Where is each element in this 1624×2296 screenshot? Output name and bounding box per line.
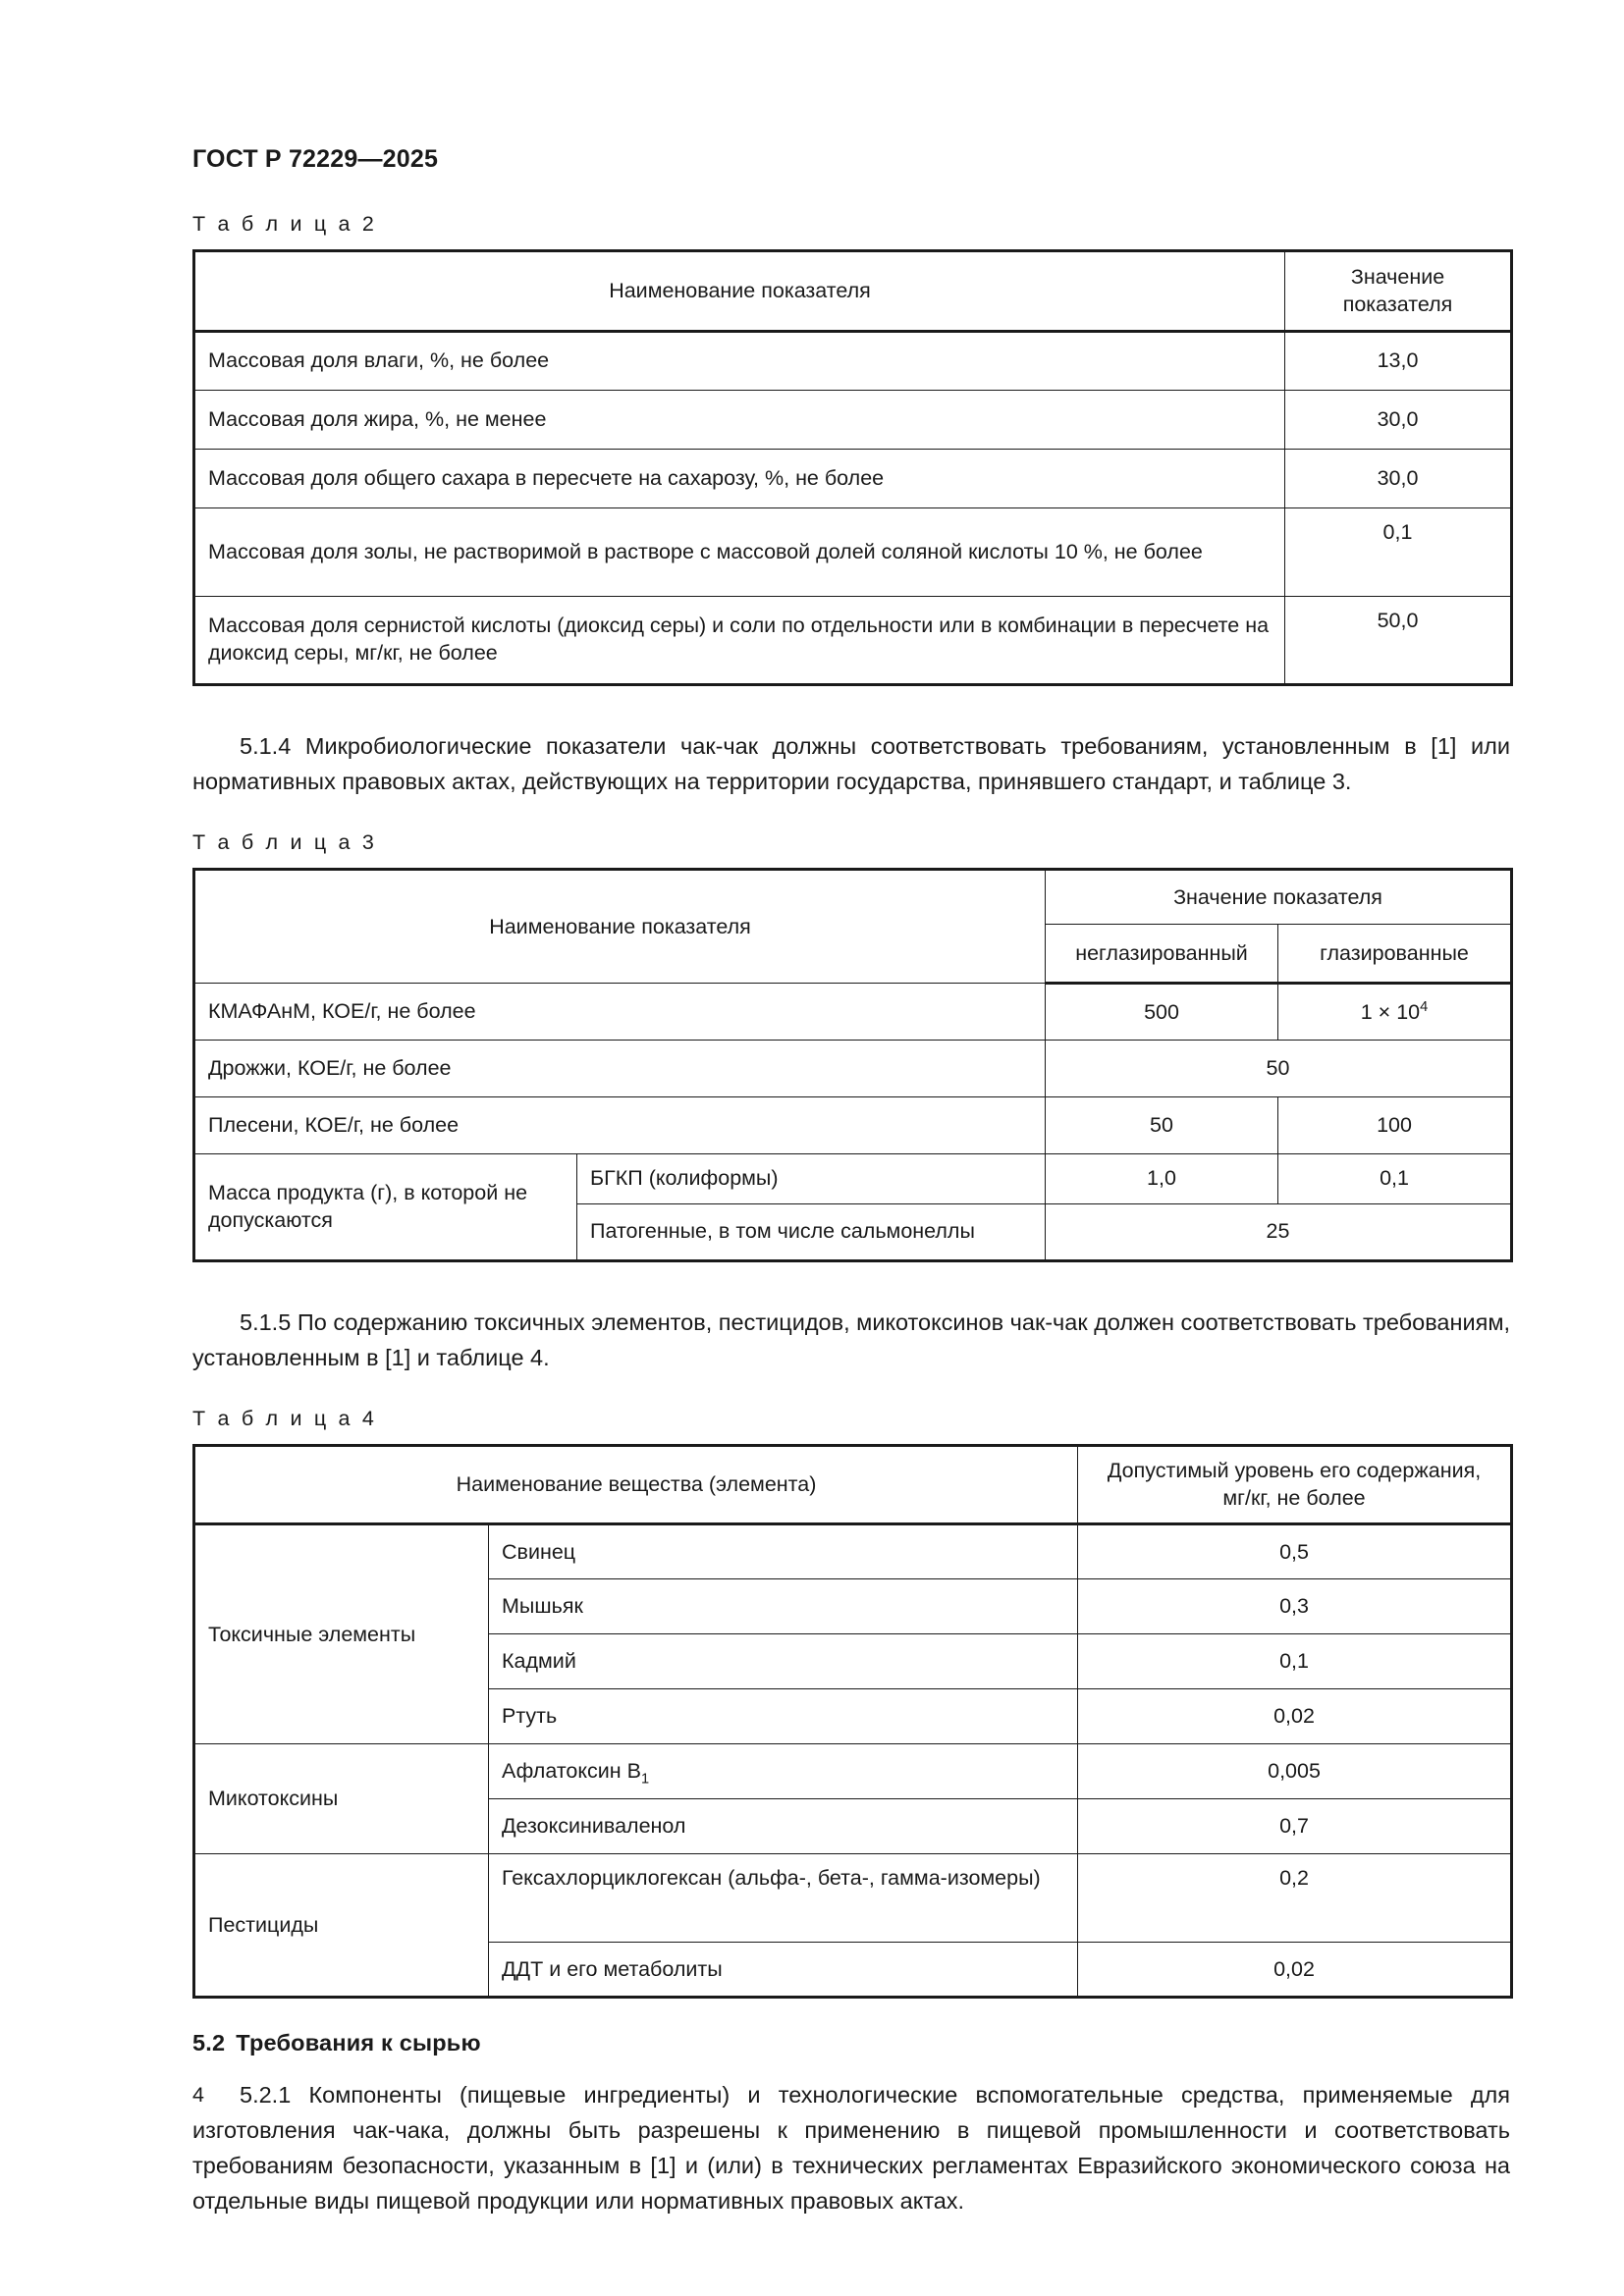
table-row: [194, 1041, 1512, 1097]
table3-row0-glazed: [1278, 984, 1512, 1041]
table4-header-row: [194, 1446, 1512, 1524]
table4-group1-item1-value: 0,7: [1078, 1799, 1512, 1854]
table4-header-level-line1: Допустимый уровень его содержания,: [1107, 1459, 1482, 1483]
table4-group0-item2-value: 0,1: [1078, 1634, 1512, 1689]
table3-caption: Т а б л и ц а 3: [192, 830, 378, 855]
table-row: [194, 597, 1512, 685]
table3-header-name: Наименование показателя: [194, 870, 1046, 984]
table-row: [194, 508, 1512, 597]
table4-group0-item0-name: Свинец: [489, 1524, 1078, 1579]
table2-row4-value: 50,0: [1285, 597, 1512, 685]
table4-group0-label: Токсичные элементы: [194, 1524, 489, 1744]
table-row: [194, 391, 1512, 450]
table4-group0-item2-name: Кадмий: [489, 1634, 1078, 1689]
table4-group1-item1-name: Дезоксиниваленол: [489, 1799, 1078, 1854]
paragraph-5-1-4-text: 5.1.4 Микробиологические показатели чак-чак должны соответствовать требованиям, установленным в [1] или нормативных правовых актах, действующих на территории государства, принявшего стандарт, и таблице 3.: [192, 733, 1510, 794]
table4-header-level: [1078, 1446, 1512, 1524]
table-row: [194, 1524, 1512, 1579]
table2-header-value-line1: Значение: [1350, 264, 1445, 289]
table3-massrow0-unglazed: 1,0: [1046, 1154, 1278, 1204]
table4-group1-item0-name: [489, 1744, 1078, 1799]
table2-row0-name: Массовая доля влаги, %, не более: [194, 332, 1285, 391]
table-row: [194, 450, 1512, 508]
section-5-2-number: 5.2: [192, 2030, 226, 2056]
table3-header-glazed: глазированные: [1278, 925, 1512, 984]
table3-row2-unglazed: 50: [1046, 1097, 1278, 1154]
paragraph-5-2-1: [192, 2078, 1510, 2218]
section-5-2-heading: [192, 2030, 1510, 2056]
table-row: [194, 1097, 1512, 1154]
table3-massrow1-merged-value: 25: [1046, 1203, 1512, 1260]
section-5-2-title: Требования к сырью: [236, 2030, 481, 2056]
table-row: [194, 1154, 1512, 1204]
table4-group1-label: Микотоксины: [194, 1744, 489, 1854]
table2-row4-name: Массовая доля сернистой кислоты (диоксид серы) и соли по отдельности или в комбинации в пересчете на диоксид серы, мг/кг, не более: [194, 597, 1285, 685]
table2-header-value-line2: показателя: [1342, 292, 1453, 316]
table4-group0-item1-value: 0,3: [1078, 1579, 1512, 1634]
table-row: [194, 984, 1512, 1041]
table3-massrow1-name: Патогенные, в том числе сальмонеллы: [577, 1203, 1046, 1260]
table3-header-value-group: Значение показателя: [1046, 870, 1512, 925]
table2-row1-name: Массовая доля жира, %, не менее: [194, 391, 1285, 450]
table4-group1-item0-name-subscript: 1: [641, 1771, 650, 1788]
table4-header-level-line2: мг/кг, не более: [1222, 1485, 1366, 1510]
table2-row2-name: Массовая доля общего сахара в пересчете на сахарозу, %, не более: [194, 450, 1285, 508]
table3-header-unglazed: неглазированный: [1046, 925, 1278, 984]
paragraph-5-2-1-text: 5.2.1 Компоненты (пищевые ингредиенты) и технологические вспомогательные средства, применяемые для изготовления чак-чака, должны быть разрешены к применению в пищевой промышленности и соответствовать требованиям безопасности, указанным в [1] и (или) в технических регламентах Евразийского экономического союза на отдельные виды пищевой продукции или нормативных правовых актах.: [192, 2082, 1510, 2214]
table4-group2-item1-name: ДДТ и его метаболиты: [489, 1943, 1078, 1998]
table3-mass-group-label: Масса продукта (г), в которой не допускаются: [194, 1154, 577, 1261]
table2-row3-name: Массовая доля золы, не растворимой в растворе с массовой долей соляной кислоты 10 %, не более: [194, 508, 1285, 597]
table2-header-value: [1285, 251, 1512, 332]
table3-row2-glazed: 100: [1278, 1097, 1512, 1154]
table-row: [194, 1854, 1512, 1943]
table3-row2-name: Плесени, КОЕ/г, не более: [194, 1097, 1046, 1154]
table4-group2-label: Пестициды: [194, 1854, 489, 1998]
table4-group2-item0-value: 0,2: [1078, 1854, 1512, 1943]
table4: [192, 1444, 1513, 1999]
table3-header-row-1: [194, 870, 1512, 925]
table4-group2-item1-value: 0,02: [1078, 1943, 1512, 1998]
page-number: 4: [192, 2083, 204, 2107]
table3-row1-name: Дрожжи, КОЕ/г, не более: [194, 1041, 1046, 1097]
table2-row2-value: 30,0: [1285, 450, 1512, 508]
table2: [192, 249, 1513, 686]
table3-row0-glazed-prefix: 1 × 10: [1360, 999, 1421, 1024]
table-row: [194, 332, 1512, 391]
table3-massrow0-name: БГКП (колиформы): [577, 1154, 1046, 1204]
table4-group0-item1-name: Мышьяк: [489, 1579, 1078, 1634]
table2-row1-value: 30,0: [1285, 391, 1512, 450]
table4-group1-item0-name-text: Афлатоксин В: [502, 1759, 641, 1784]
table4-group0-item3-value: 0,02: [1078, 1689, 1512, 1744]
table3-row0-glazed-exponent: 4: [1420, 998, 1429, 1015]
table4-header-name: Наименование вещества (элемента): [194, 1446, 1078, 1524]
table3: [192, 868, 1513, 1262]
table3-row1-merged-value: 50: [1046, 1041, 1512, 1097]
table-row: [194, 1744, 1512, 1799]
table2-row3-value: 0,1: [1285, 508, 1512, 597]
table3-massrow0-glazed: 0,1: [1278, 1154, 1512, 1204]
table2-caption: Т а б л и ц а 2: [192, 212, 378, 236]
table3-row0-unglazed: 500: [1046, 984, 1278, 1041]
table2-header-name: Наименование показателя: [194, 251, 1285, 332]
table4-group0-item3-name: Ртуть: [489, 1689, 1078, 1744]
paragraph-5-1-5-text: 5.1.5 По содержанию токсичных элементов, пестицидов, микотоксинов чак-чак должен соответствовать требованиям, установленным в [1] и таблице 4.: [192, 1308, 1510, 1370]
table4-caption: Т а б л и ц а 4: [192, 1407, 378, 1431]
paragraph-5-1-4: [192, 729, 1510, 799]
table2-row0-value: 13,0: [1285, 332, 1512, 391]
document-body: [192, 212, 1510, 2218]
table2-header-row: [194, 251, 1512, 332]
table4-group1-item0-value: 0,005: [1078, 1744, 1512, 1799]
document-header: ГОСТ Р 72229—2025: [192, 145, 439, 173]
paragraph-5-1-5: [192, 1306, 1510, 1375]
table4-group0-item0-value: 0,5: [1078, 1524, 1512, 1579]
table4-group2-item0-name: Гексахлорциклогексан (альфа-, бета-, гамма-изомеры): [489, 1854, 1078, 1943]
table3-row0-name: КМАФАнМ, КОЕ/г, не более: [194, 984, 1046, 1041]
